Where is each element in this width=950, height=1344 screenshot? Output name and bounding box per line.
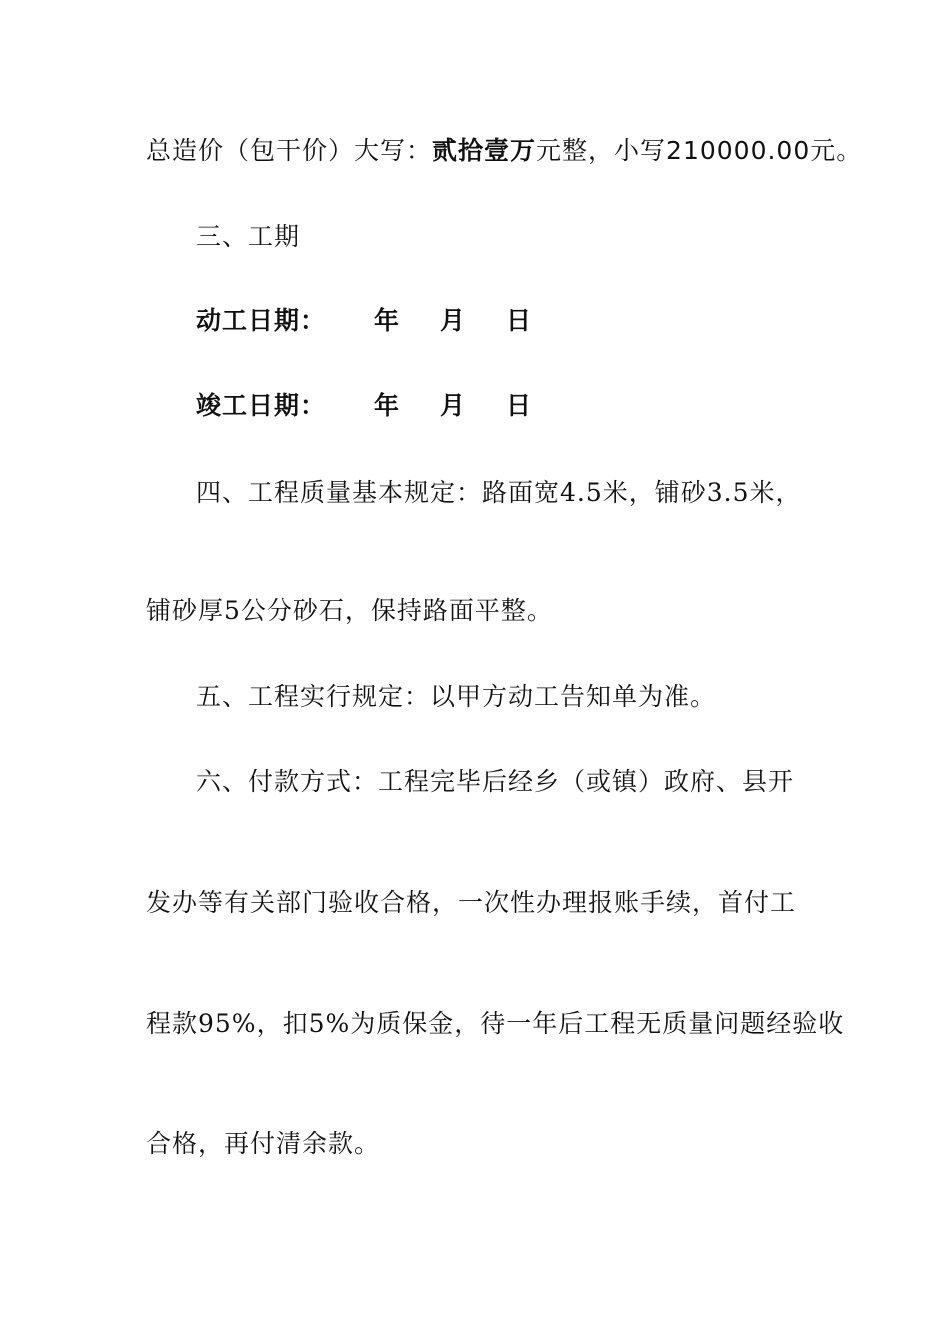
start-date-line (196, 305, 532, 337)
start-date-year: 年 (374, 306, 401, 335)
section6-line4: 合格，再付清余款。 (146, 1129, 381, 1158)
section3-heading: 三、工期 (196, 222, 301, 251)
section6-line3: 程款95%，扣5%为质保金，待一年后工程无质量问题经验收 (146, 1009, 845, 1038)
total-price-line (146, 135, 862, 167)
section6-line2: 发办等有关部门验收合格，一次性办理报账手续，首付工 (146, 888, 797, 917)
section6-line1: 六、付款方式：工程完毕后经乡（或镇）政府、县开 (196, 767, 795, 796)
start-date-month: 月 (440, 306, 467, 335)
end-date-year: 年 (374, 391, 401, 420)
end-date-label: 竣工日期： (196, 391, 327, 420)
total-price-number: 210000.00 (666, 136, 811, 165)
start-date-label: 动工日期： (196, 306, 327, 335)
total-price-suffix: 元。 (810, 136, 863, 165)
end-date-month: 月 (440, 391, 467, 420)
end-date-day: 日 (506, 391, 533, 420)
total-price-prefix: 总造价（包干价）大写： (146, 136, 433, 165)
end-date-line (196, 390, 532, 422)
start-date-day: 日 (506, 306, 533, 335)
section4-line1: 四、工程质量基本规定：路面宽4.5米，铺砂3.5米， (196, 478, 802, 507)
total-price-words: 贰拾壹万 (432, 136, 537, 165)
section5-line: 五、工程实行规定：以甲方动工告知单为准。 (196, 682, 717, 711)
total-price-middle: 元整，小写 (536, 136, 667, 165)
section4-line2: 铺砂厚5公分砂石，保持路面平整。 (146, 596, 553, 625)
